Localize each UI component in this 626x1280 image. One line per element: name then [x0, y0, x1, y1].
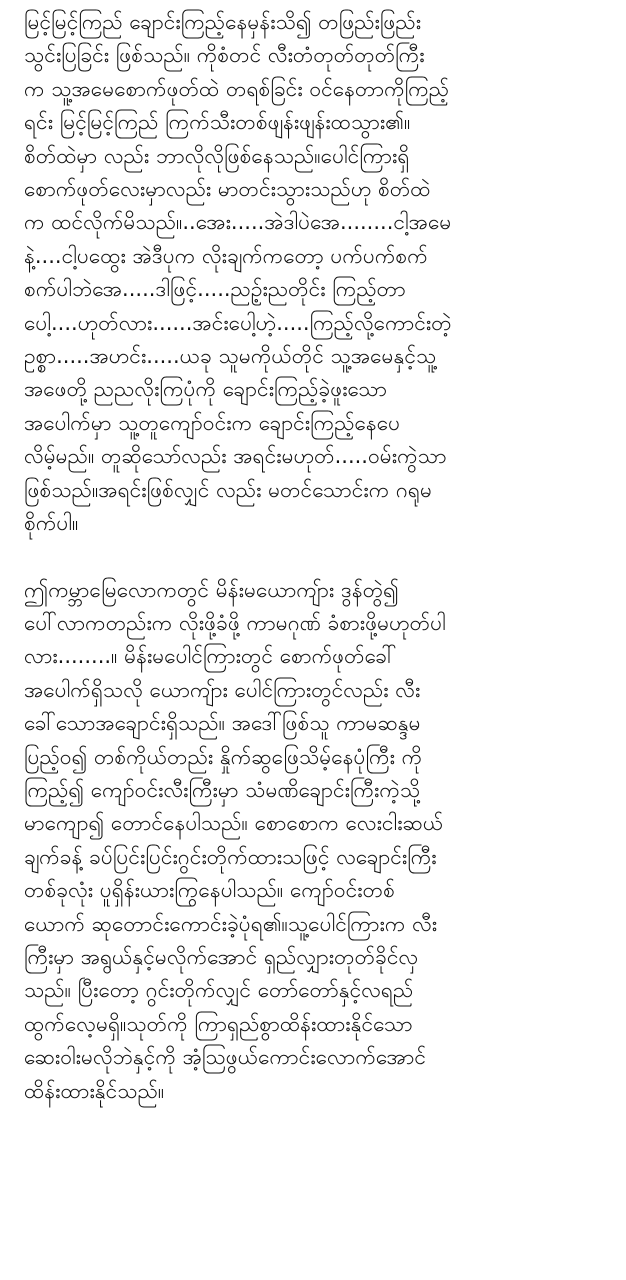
text-line: က သူ့အမေစောက်ဖုတ်ထဲ တရစ်ခြင်း ဝင်နေတာကိုကြည့် — [24, 76, 450, 101]
text-line: သွင်းပြခြင်း ဖြစ်သည်။ ကိုစံတင် လီးတံတုတ်တုတ်ကြီး — [24, 43, 425, 68]
text-line: ဆေးဝါးမလိုဘဲနှင့်ကို အံ့သြဖွယ်ကောင်းလောက်အောင် — [24, 1045, 427, 1070]
text-line: နဲ့....ငါ့ပထွေး အဲဒီပုက လိုးချက်ကတော့ ပက်ပက်စက် — [24, 243, 428, 268]
text-line: ချက်ခန့် ခပ်ပြင်းပြင်းဂွင်းတိုက်ထားသဖြင့် လချောင်းကြီး — [24, 844, 437, 869]
text-line: လား........။ မိန်းမပေါင်ကြားတွင် စောက်ဖုတ်ခေါ် — [24, 644, 397, 669]
text-line: လိမ့်မည်။ တူဆိုသော်လည်း အရင်းမဟုတ်.....ဝမ်းကွဲသာ — [24, 444, 447, 469]
text-line: ကြည့်၍ ကျော်ဝင်းလီးကြီးမှာ သံမဏိချောင်းကြီးကဲ့သို့ — [24, 777, 421, 802]
text-line: ခေါ်သောအချောင်းရှိသည်။ အဒေါ်ဖြစ်သူ ကာမဆန္ဒမ — [24, 711, 421, 736]
text-line: စောက်ဖုတ်လေးမှာလည်း မာတင်းသွားသည်ဟု စိတ်ထဲ — [24, 177, 431, 202]
text-line: ပေါ်လာကတည်းက လိုးဖို့ခံဖို့ ကာမဂုဏ် ခံစားဖို့မဟုတ်ပါ — [24, 610, 446, 635]
paragraph-2 — [24, 574, 612, 1109]
text-line: ထိန်းထားနိုင်သည်။ — [24, 1078, 165, 1103]
paragraph-spacer — [24, 541, 612, 574]
text-line: ပေါ့....ဟုတ်လား......အင်းပေါ့ဟဲ့.....ကြည့်လို့ကောင်းတဲ့ — [24, 310, 452, 335]
text-line: တစ်ခုလုံး ပူရှိန်းယားကြွနေပါသည်။ ကျော်ဝင်းတစ် — [24, 878, 395, 903]
text-line: ပြည့်ဝ၍ တစ်ကိုယ်တည်း နှိုက်ဆွဖြေသိမ့်နေပုံကြီး ကို — [24, 744, 423, 769]
text-line: ထွက်လေ့မရှိ။သုတ်ကို ကြာရှည်စွာထိန်းထားနိုင်သော — [24, 1011, 413, 1036]
text-line: မာကျော၍ တောင်နေပါသည်။ စောစောက လေးငါးဆယ် — [24, 811, 444, 836]
text-line: ယောက် ဆုတောင်းကောင်းခဲ့ပုံရ၏။သူ့ပေါင်ကြားက လီး — [24, 911, 438, 936]
text-line: စက်ပါဘဲအေ.....ဒါဖြင့်.....ညဉ့်းညတိုင်း ကြည့်တာ — [24, 277, 406, 302]
text-line: အဖေတို့ ညညလိုးကြပုံကို ချောင်းကြည့်ခဲ့ဖူးသော — [24, 377, 388, 402]
text-line: ကြီးမှာ အရွယ်နှင့်မလိုက်အောင် ရှည်လျှားတုတ်ခိုင်လှ — [24, 944, 419, 969]
paragraph-1 — [24, 6, 612, 541]
text-line: ရင်း မြင့်မြင့်ကြည် ကြက်သီးတစ်ဖျန်းဖျန်းထသွား၏။ — [24, 110, 411, 135]
text-line: က ထင်လိုက်မိသည်။..အေး.....အဲဒါပဲအေ........ငါ့အမေ — [24, 210, 452, 235]
text-line: စိုက်ပါ။ — [24, 511, 79, 536]
text-line: စိတ်ထဲမှာ လည်း ဘာလိုလိုဖြစ်နေသည်။ပေါင်ကြားရှိ — [24, 143, 410, 168]
text-line: သည်။ ပြီးတော့ ဂွင်းတိုက်လျှင် တော်တော်နှင့်လရည် — [24, 978, 414, 1003]
text-line: မြင့်မြင့်ကြည် ချောင်းကြည့်နေမှန်းသိ၍ တဖြည်းဖြည်း — [24, 10, 422, 34]
text-line: ဖြစ်သည်။အရင်းဖြစ်လျှင် လည်း မတင်သောင်းက ဂရုမ — [24, 477, 432, 502]
text-line: အပေါက်မှာ သူ့တူကျော်ဝင်းက ချောင်းကြည့်နေပေ — [24, 410, 401, 435]
text-line: အပေါက်ရှိသလို ယောကျ်ား ပေါင်ကြားတွင်လည်း လီး — [24, 677, 421, 702]
text-line: ဥစ္စာ.....အဟင်း.....ယခု သူမကိုယ်တိုင် သူ့အမေနှင့်သူ့ — [24, 344, 437, 369]
text-line: ဤကမ္ဘာမြေလောကတွင် မိန်းမယောကျ်ား ဒွန်တွဲ၍ — [24, 577, 399, 602]
